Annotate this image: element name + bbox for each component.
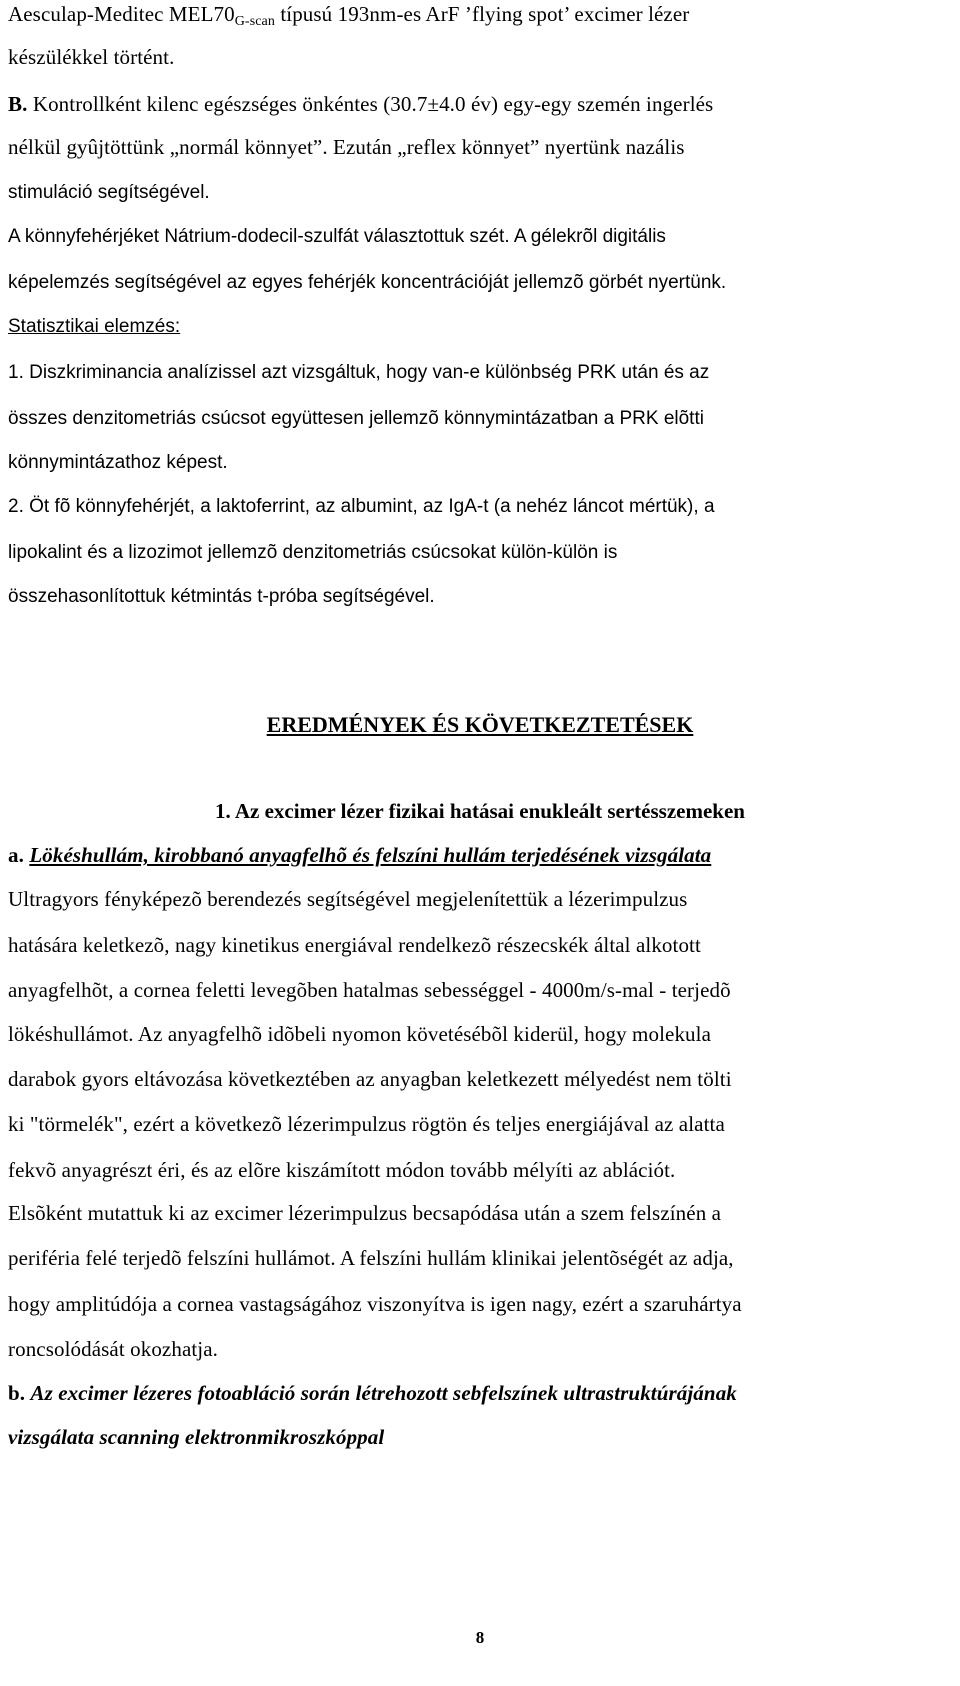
text-run: típusú 193nm-es ArF ’flying spot’ excimer lézer bbox=[274, 2, 690, 26]
subsection-title-text: Lökéshullám, kirobbanó anyagfelhõ és felszíni hullám terjedésének vizsgálata bbox=[29, 843, 712, 867]
text-run: Aesculap-Meditec MEL70 bbox=[8, 2, 235, 26]
subsection-a-title bbox=[8, 843, 711, 868]
paragraph-line: hatására keletkezõ, nagy kinetikus energiával rendelkezõ részecskék által alkotott bbox=[8, 933, 701, 957]
section-label: B. bbox=[8, 92, 28, 116]
stats-line: 2. Öt fõ könnyfehérjét, a laktoferrint, az albumint, az IgA-t (a nehéz láncot mértük), a bbox=[8, 496, 715, 517]
paragraph-line: roncsolódását okozhatja. bbox=[8, 1337, 219, 1361]
methods-line: készülékkel történt. bbox=[8, 45, 175, 69]
control-group-line: nélkül gyûjtöttünk „normál könnyet”. Ezután „reflex könnyet” nyertünk nazális bbox=[8, 135, 685, 159]
stats-line: 1. Diszkriminancia analízissel azt vizsgáltuk, hogy van-e különbség PRK után és az bbox=[8, 362, 710, 383]
sds-line: képelemzés segítségével az egyes fehérjék koncentrációját jellemzõ görbét nyertünk. bbox=[8, 272, 727, 293]
paragraph-line: anyagfelhõt, a cornea feletti levegõben hatalmas sebességgel - 4000m/s-mal - terjedõ bbox=[8, 978, 731, 1002]
paragraph-line: Ultragyors fényképezõ berendezés segítségével megjelenítettük a lézerimpulzus bbox=[8, 887, 688, 911]
sds-line: A könnyfehérjéket Nátrium-dodecil-szulfát választottuk szét. A gélekrõl digitális bbox=[8, 226, 666, 247]
subsection-title-text: Az excimer lézeres fotoabláció során létrehozott sebfelszínek ultrastruktúrájának bbox=[30, 1381, 737, 1405]
subsection-b-title-line2: vizsgálata scanning elektronmikroszkóppal bbox=[8, 1425, 385, 1449]
section-label: b. bbox=[8, 1381, 26, 1405]
methods-line bbox=[8, 2, 689, 27]
control-group-line bbox=[8, 92, 713, 117]
results-heading: EREDMÉNYEK ÉS KÖVETKEZTETÉSEK bbox=[266, 712, 694, 737]
control-group-line: stimuláció segítségével. bbox=[8, 182, 210, 203]
page-number: 8 bbox=[475, 1628, 485, 1647]
section-heading: 1. Az excimer lézer fizikai hatásai enukleált sertésszemeken bbox=[215, 799, 745, 823]
stats-line: könnymintázathoz képest. bbox=[8, 452, 228, 473]
subsection-b-title bbox=[8, 1381, 737, 1406]
paragraph-line: Elsõként mutattuk ki az excimer lézerimpulzus becsapódása után a szem felszínén a bbox=[8, 1201, 722, 1225]
paragraph-line: ki "törmelék", ezért a következõ lézerimpulzus rögtön és teljes energiájával az alatta bbox=[8, 1112, 725, 1136]
paragraph-line: darabok gyors eltávozása következtében az anyagban keletkezett mélyedést nem tölti bbox=[8, 1067, 732, 1091]
stats-heading: Statisztikai elemzés: bbox=[8, 316, 181, 337]
stats-line: összehasonlítottuk kétmintás t-próba segítségével. bbox=[8, 586, 435, 607]
text-run: Kontrollként kilenc egészséges önkéntes (30.7±4.0 év) egy-egy szemén ingerlés bbox=[27, 92, 714, 116]
subscript-text: G-scan bbox=[234, 14, 275, 29]
paragraph-line: periféria felé terjedõ felszíni hullámot. A felszíni hullám klinikai jelentõségét az adja, bbox=[8, 1246, 734, 1270]
stats-line: lipokalint és a lizozimot jellemzõ denzitometriás csúcsokat külön-külön is bbox=[8, 542, 618, 563]
paragraph-line: lökéshullámot. Az anyagfelhõ idõbeli nyomon követésébõl kiderül, hogy molekula bbox=[8, 1022, 711, 1046]
section-label: a. bbox=[8, 843, 24, 867]
paragraph-line: fekvõ anyagrészt éri, és az elõre kiszámított módon tovább mélyíti az ablációt. bbox=[8, 1158, 676, 1182]
stats-line: összes denzitometriás csúcsot együttesen jellemzõ könnymintázatban a PRK elõtti bbox=[8, 408, 704, 429]
paragraph-line: hogy amplitúdója a cornea vastagságához viszonyítva is igen nagy, ezért a szaruhártya bbox=[8, 1292, 742, 1316]
